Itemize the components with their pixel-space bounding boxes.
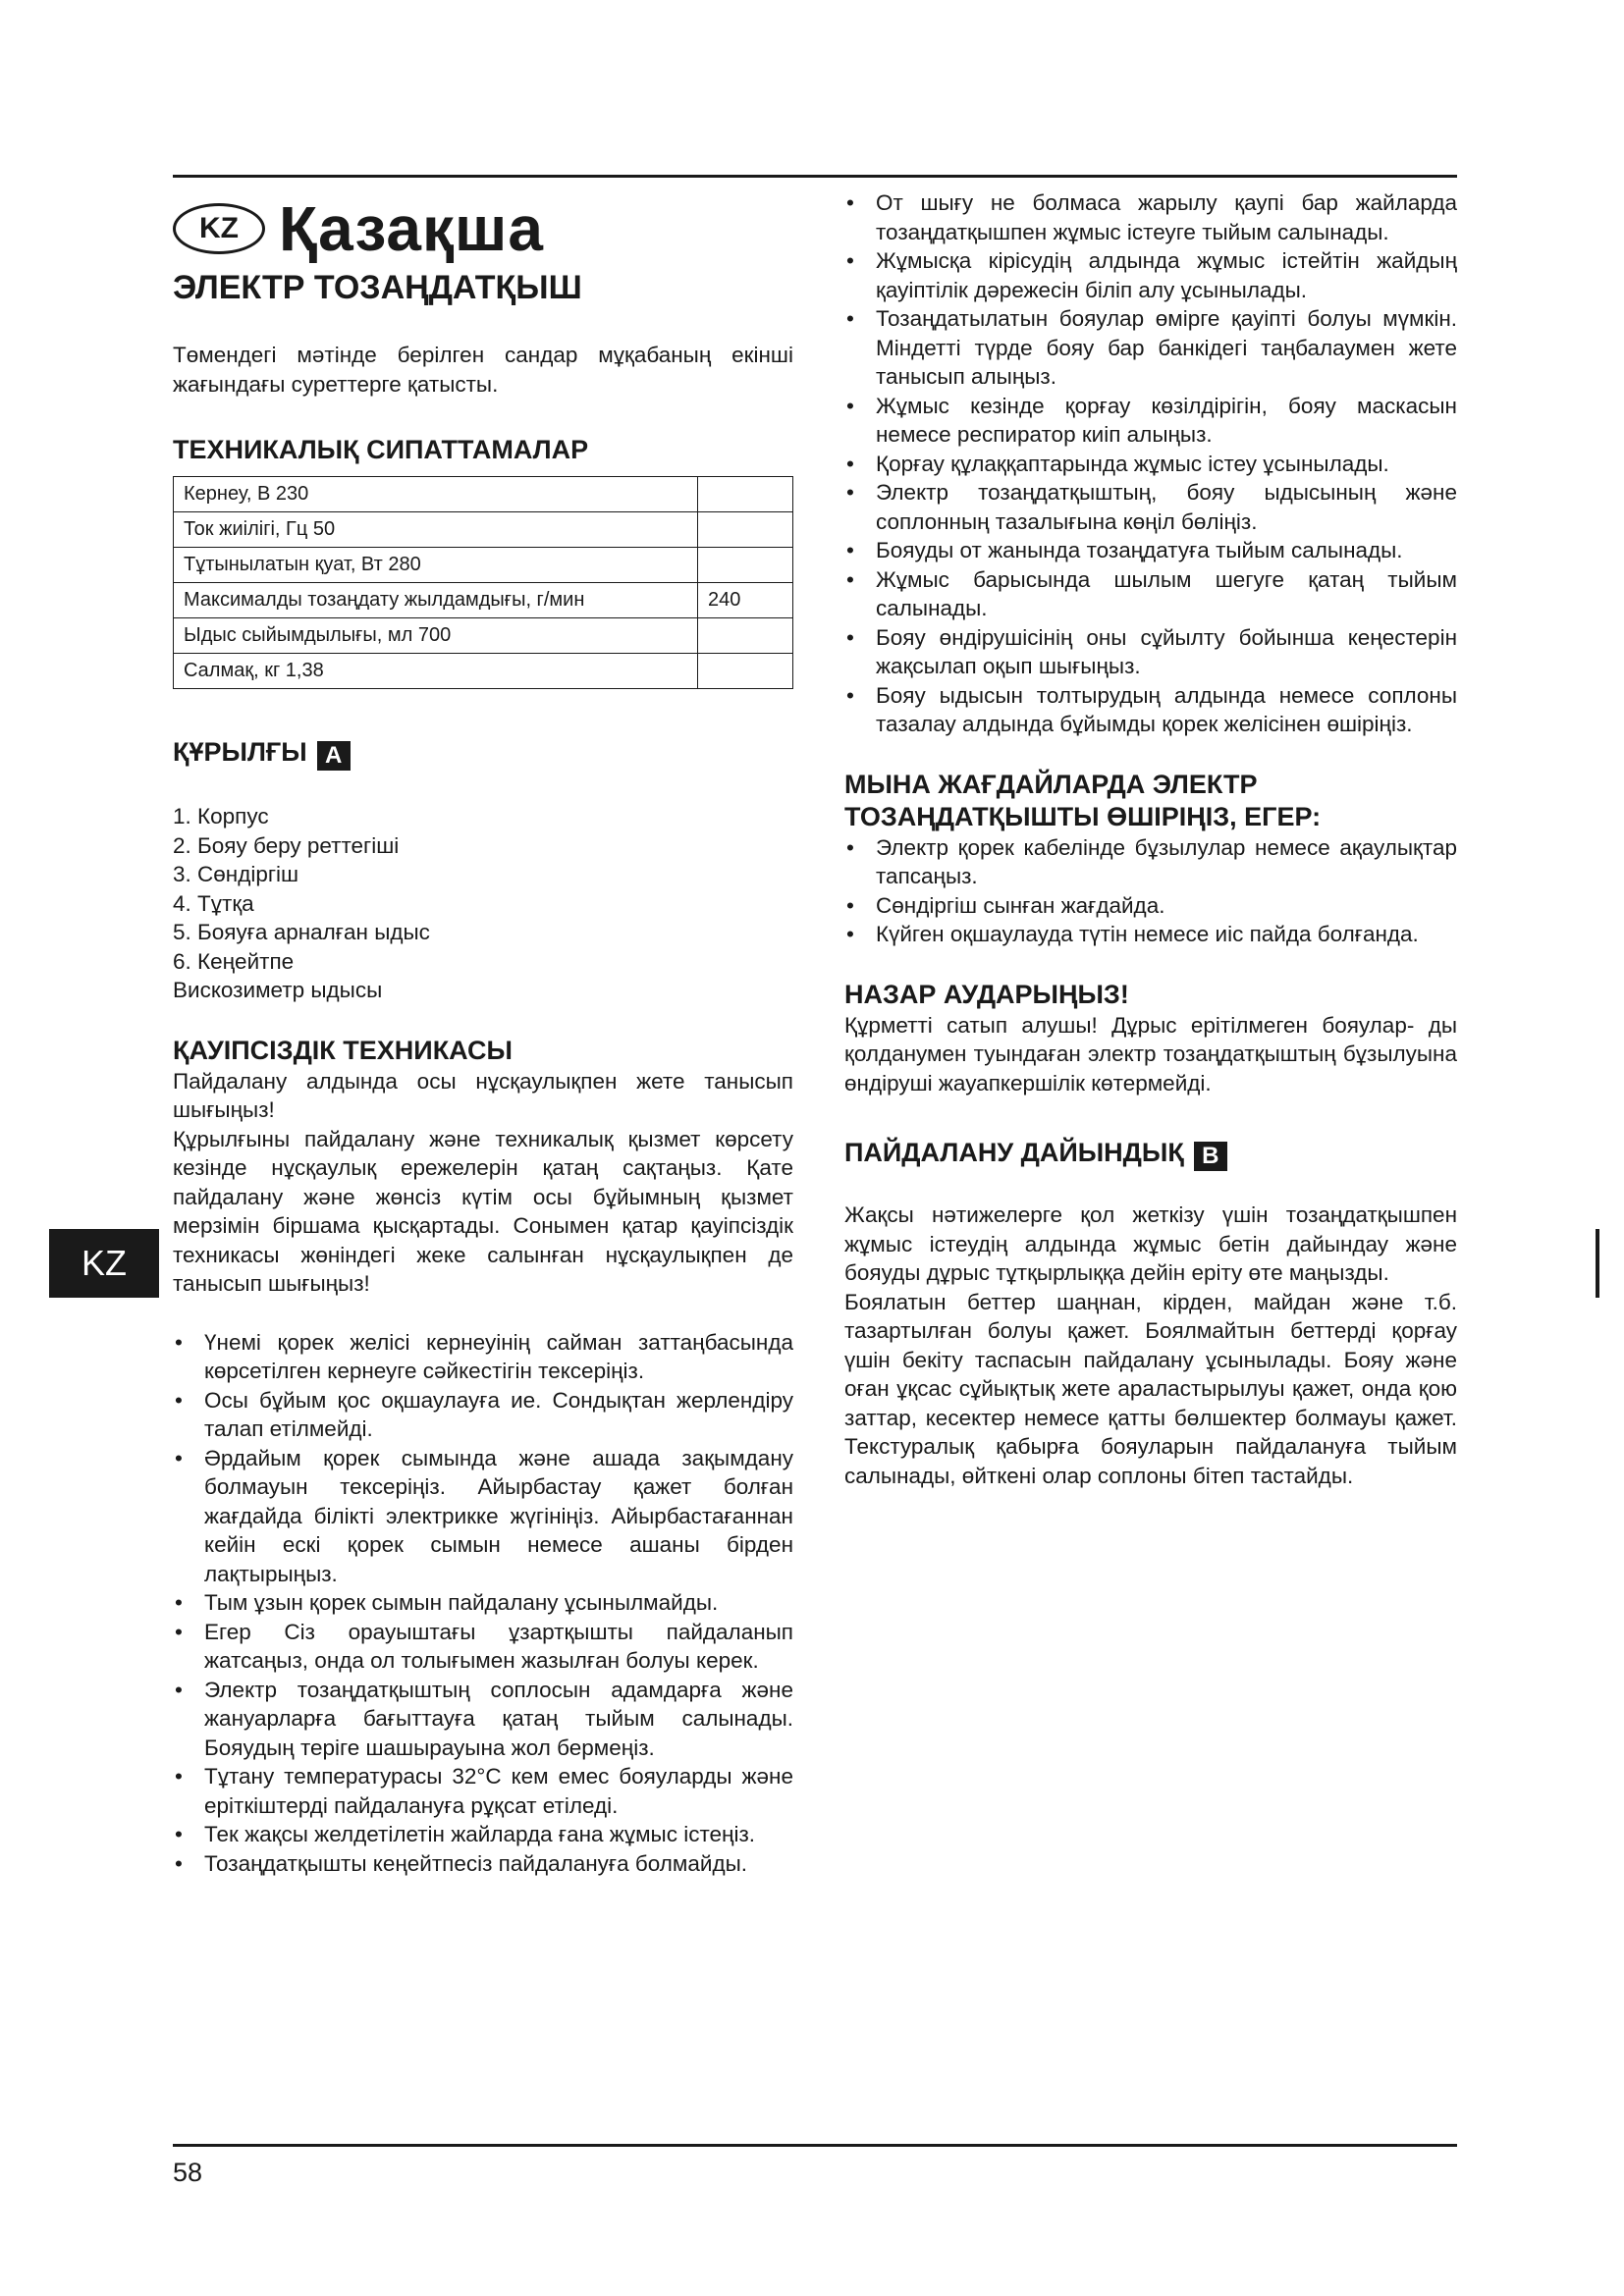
list-item: • Үнемі қорек желісі кернеуінің сайман заттаңбасында көрсетілген кернеуге сәйкестігін тексеріңіз. [173, 1328, 793, 1386]
language-header [173, 188, 793, 269]
spec-value [698, 654, 793, 689]
list-item: Вискозиметр ыдысы [173, 978, 383, 1002]
tech-heading: ТЕХНИКАЛЫҚ СИПАТТАМАЛАР [173, 435, 589, 464]
list-item: • Бояу ыдысын толтырудың алдында немесе соплоны тазалау алдында бұйымды қорек желісінен өшіріңіз. [844, 681, 1457, 739]
attention-text: Құрметті сатып алушы! Дұрыс ерітілмеген бояулар- ды қолданумен туындаған электр тозаңдатқыштың бұзылуына өндіруші жауапкершілік көтермейді. [844, 1012, 1457, 1095]
table-row [174, 548, 793, 583]
list-item: • Әрдайым қорек сымында және ашада зақымдану болмауын тексеріңіз. Айырбастау қажет болған жағдайда білікті электрикке жүгініңіз. Айырбастағаннан кейін ескі қорек сымын немесе ашаны бірден лақтырыңыз. [173, 1444, 793, 1589]
list-item: • Жұмысқа кірісудің алдында жұмыс істейтін жайдың қауіптілік дәрежесін біліп алу ұсынылады. [844, 246, 1457, 304]
list-item: 1. Корпус [173, 804, 269, 828]
safety-bullets-right [844, 188, 1457, 739]
spec-label: Тұтынылатын қуат, Вт 280 [174, 548, 698, 583]
parts-list [173, 802, 793, 1005]
list-item: • Бояуды от жанында тозаңдатуға тыйым салынады. [844, 536, 1457, 565]
page-number: 58 [173, 2158, 203, 2187]
spec-label: Салмақ, кг 1,38 [174, 654, 698, 689]
language-side-tab: KZ [49, 1229, 159, 1298]
list-item: • От шығу не болмаса жарылу қаупі бар жайларда тозаңдатқышпен жұмыс істеуге тыйым салынады. [844, 188, 1457, 246]
spec-label: Кернеу, В 230 [174, 477, 698, 512]
document-title: ЭЛЕКТР ТОЗАҢДАТҚЫШ [173, 269, 582, 306]
language-code-badge: KZ [173, 203, 265, 254]
spec-value [698, 477, 793, 512]
left-column [173, 188, 793, 1878]
table-row [174, 477, 793, 512]
prep-heading-text: ПАЙДАЛАНУ ДАЙЫНДЫҚ [844, 1138, 1184, 1167]
table-row [174, 618, 793, 654]
list-item: 4. Тұтқа [173, 890, 254, 916]
spec-value: 240 [698, 583, 793, 618]
spec-value [698, 548, 793, 583]
intro-text: Төмендегі мәтінде берілген сандар мұқабаның екінші жағындағы суреттерге қатысты. [173, 343, 793, 397]
list-item: 2. Бояу беру реттегіші [173, 832, 400, 858]
structure-heading-text: ҚҰРЫЛҒЫ [173, 737, 307, 767]
language-name: Қазақша [279, 193, 544, 264]
figure-badge-b: B [1194, 1142, 1227, 1171]
shutdown-heading-line2: ТОЗАҢДАТҚЫШТЫ ӨШІРІҢІЗ, ЕГЕР: [844, 801, 1322, 831]
prep-paragraph: Жақсы нәтижелерге қол жеткізу үшін тозаңдатқышпен жұмыс істеудің алдында жұмыс бетін дайындау және бояуды дұрыс тұтқырлыққа дейін ерiту өте маңызды. [844, 1202, 1457, 1285]
figure-badge-a: A [317, 741, 351, 771]
safety-bullets-left [173, 1328, 793, 1879]
list-item: • Электр қорек кабелінде бұзылулар немесе ақаулықтар тапсаңыз. [844, 833, 1457, 891]
list-item: • Электр тозаңдатқыштың соплосын адамдарға және жануарларға бағыттауға қатаң тыйым салынады. Бояудың теріге шашырауына жол бермеңіз. [173, 1676, 793, 1763]
list-item: • Жұмыс барысында шылым шегуге қатаң тыйым салынады. [844, 565, 1457, 623]
prep-paragraph: Боялатын беттер шаңнан, кірден, майдан және т.б. тазартылған болуы қажет. Боялмайтын беттерді қорғау үшін бекіту таспасын пайдалану ұсынылады. Бояу және оған ұқсас сұйықтық жете араластырылуы қажет, онда қою заттар, кесектер немесе қатты бөлшектер болмауы қажет. Текстуралық қабырға бояуларын пайдалануға тыйым салынады, өйткені олар соплоны бітеп тастайды. [844, 1289, 1457, 1488]
spec-table [173, 476, 793, 689]
list-item: • Жұмыс кезінде қорғау көзілдірігін, бояу маскасын немесе респиратор киіп алыңыз. [844, 392, 1457, 450]
list-item: • Күйген оқшаулауда түтін немесе иіс пайда болғанда. [844, 920, 1457, 949]
list-item: 5. Бояуға арналған ыдыс [173, 920, 430, 944]
safety-heading: ҚАУІПСІЗДІК ТЕХНИКАСЫ [173, 1035, 513, 1065]
spec-label: Ток жиілігі, Гц 50 [174, 512, 698, 548]
list-item: • Тозаңдатылатын бояулар өмірге қауіпті болуы мүмкін. Міндетті түрде бояу бар банкідегі таңбалаумен жете танысып алыңыз. [844, 304, 1457, 392]
list-item: • Тұтану температурасы 32°С кем емес бояуларды және еріткіштерді пайдалануға рұқсат етіледі. [173, 1762, 793, 1820]
spec-label: Ыдыс сыйымдылығы, мл 700 [174, 618, 698, 654]
list-item: • Бояу өндірушісінің оны сұйылту бойынша кеңестерін жақсылап оқып шығыңыз. [844, 623, 1457, 681]
prep-heading [844, 1137, 1457, 1171]
shutdown-heading [844, 769, 1457, 833]
spec-value [698, 512, 793, 548]
list-item: • Тым ұзын қорек сымын пайдалану ұсынылмайды. [173, 1588, 793, 1618]
attention-heading: НАЗАР АУДАРЫҢЫЗ! [844, 979, 1129, 1009]
right-column [844, 188, 1457, 1490]
list-item: • Қорғау құлаққаптарында жұмыс істеу ұсынылады. [844, 450, 1457, 479]
table-row [174, 654, 793, 689]
spec-label: Максималды тозаңдату жылдамдығы, г/мин [174, 583, 698, 618]
shutdown-list [844, 833, 1457, 949]
safety-paragraph: Пайдалану алдында осы нұсқаулықпен жете танысып шығыңыз! [173, 1068, 793, 1122]
table-row [174, 512, 793, 548]
list-item: • Тозаңдатқышты кеңейтпесіз пайдалануға болмайды. [173, 1849, 793, 1879]
list-item: • Тек жақсы желдетілетін жайларда ғана жұмыс істеңіз. [173, 1820, 793, 1849]
page-edge-marker [1596, 1229, 1599, 1298]
table-row [174, 583, 793, 618]
structure-heading [173, 736, 793, 771]
bottom-rule [173, 2144, 1457, 2147]
list-item: • Сөндіргіш сынған жағдайда. [844, 891, 1457, 921]
safety-paragraph: Құрылғыны пайдалану және техникалық қызмет көрсету кезінде нұсқаулық ережелерін қатаң сақтаңыз. Қате пайдалану және жөнсіз күтім осы бұйымның қызмет мерзімін біршама қысқартады. Сонымен қатар қауіпсіздік техникасы жөніндегі жеке салынған нұсқаулықпен де танысып шығыңыз! [173, 1126, 793, 1296]
top-rule [173, 175, 1457, 178]
list-item: • Егер Сіз орауыштағы ұзартқышты пайдаланып жатсаңыз, онда ол толығымен жазылған болуы керек. [173, 1618, 793, 1676]
spec-value [698, 618, 793, 654]
shutdown-heading-line1: МЫНА ЖАҒДАЙЛАРДА ЭЛЕКТР [844, 769, 1258, 799]
list-item: • Электр тозаңдатқыштың, бояу ыдысының және соплонның тазалығына көңіл бөліңіз. [844, 478, 1457, 536]
list-item: • Осы бұйым қос оқшаулауға ие. Сондықтан жерлендіру талап етілмейді. [173, 1386, 793, 1444]
list-item: 6. Кеңейтпе [173, 948, 295, 974]
list-item: 3. Сөндіргіш [173, 862, 299, 886]
